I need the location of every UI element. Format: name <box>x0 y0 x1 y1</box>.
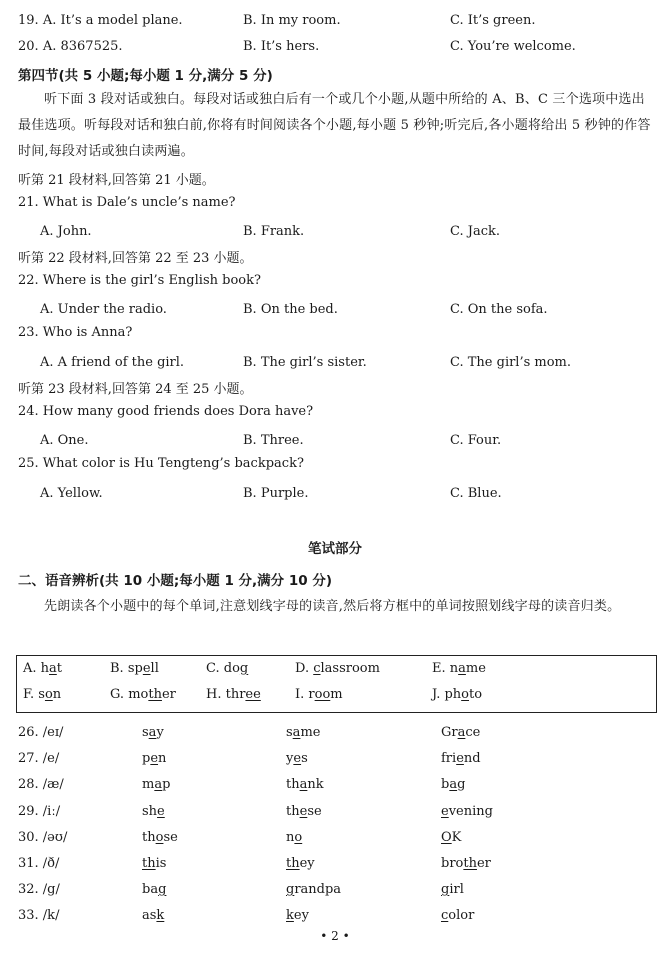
phonics-word-suffix: ey <box>293 908 309 924</box>
phonics-row <box>0 748 670 770</box>
phonics-row <box>0 879 670 901</box>
option-a: A. John. <box>40 224 92 239</box>
phonics-word-prefix: fri <box>441 751 457 767</box>
phonics-word <box>441 748 481 770</box>
phonics-word-prefix: n <box>286 829 295 845</box>
question-25-stem: 25. What color is Hu Tengteng’s backpack? <box>18 456 304 471</box>
phonics-word-underlined-letters: e <box>150 751 159 767</box>
phonics-word-underlined-letters: a <box>148 725 157 740</box>
phonics-word-prefix: bro <box>441 856 464 871</box>
phonics-word-underlined-letters: O <box>441 829 452 845</box>
option-c: C. Four. <box>450 433 502 448</box>
phonics-word <box>286 748 308 770</box>
phonics-word-prefix: b <box>441 777 450 793</box>
box-word-label: H. <box>206 687 226 702</box>
word-box <box>16 655 657 713</box>
option-a: A. One. <box>40 433 89 448</box>
option-b: B. In my room. <box>243 13 341 28</box>
phonics-word-suffix: ey <box>299 856 315 871</box>
phonics-word-suffix: K <box>451 829 462 845</box>
phonics-word-underlined-letters: e <box>157 803 165 819</box>
option-a: A. Under the radio. <box>40 302 167 317</box>
box-word-underlined-letters: th <box>148 687 162 702</box>
phonics-row <box>0 853 670 875</box>
phonics-word <box>286 722 320 744</box>
phonics-word-prefix: s <box>286 725 293 740</box>
phonics-word-suffix: p <box>162 777 171 793</box>
box-word-prefix: thr <box>225 687 246 702</box>
phonics-word-underlined-letters: e <box>299 803 308 819</box>
phonics-word <box>142 801 165 823</box>
phonics-word-underlined-letters: a <box>449 777 458 793</box>
box-word <box>110 661 159 676</box>
phonics-word-prefix: s <box>142 725 149 740</box>
phonics-word-suffix: randpa <box>294 882 342 898</box>
question-24-stem: 24. How many good friends does Dora have? <box>18 404 314 419</box>
page-number: • 2 • <box>320 929 350 943</box>
question-23-options <box>0 352 670 374</box>
box-word-suffix: me <box>465 661 486 676</box>
phonics-symbol: 29. /iː/ <box>18 803 61 819</box>
box-word-prefix: sp <box>127 661 143 676</box>
written-part-heading: 笔试部分 <box>308 541 362 557</box>
phonics-word <box>142 879 166 901</box>
option-a: A. A friend of the girl. <box>40 355 185 370</box>
phonics-word-suffix: ce <box>465 725 481 740</box>
phonics-word <box>286 774 324 796</box>
phonics-word-suffix: olor <box>448 908 475 924</box>
option-c: C. The girl’s mom. <box>450 355 572 370</box>
phonics-row <box>0 722 670 744</box>
phonics-word <box>286 905 309 927</box>
phonics-word-underlined-letters: e <box>293 751 302 767</box>
phonics-word <box>441 774 465 796</box>
phonics-word <box>286 801 322 823</box>
phonics-word-suffix: nd <box>463 751 481 767</box>
box-word <box>110 687 176 702</box>
phonics-word-prefix: as <box>142 908 157 924</box>
phonics-symbol: 30. /əʊ/ <box>18 829 68 845</box>
phonics-word <box>142 905 164 927</box>
question-22-stem: 22. Where is the girl’s English book? <box>18 273 261 288</box>
box-word-prefix: ph <box>444 687 462 702</box>
question-24-options <box>0 430 670 452</box>
box-word-label: F. <box>23 687 39 702</box>
question-25-options <box>0 483 670 505</box>
question-23-stem: 23. Who is Anna? <box>18 325 133 340</box>
box-word-suffix: ll <box>150 661 159 676</box>
option-b: B. The girl’s sister. <box>243 355 367 370</box>
phonics-word-underlined-letters: th <box>463 856 477 871</box>
option-a: 20. A. 8367525. <box>18 39 123 54</box>
box-word-label: A. <box>23 661 41 676</box>
phonics-row <box>0 905 670 927</box>
phonics-word-prefix: y <box>286 751 294 767</box>
option-c: C. Blue. <box>450 486 502 501</box>
phonics-word-prefix: p <box>142 751 151 767</box>
phonics-row <box>0 801 670 823</box>
part-2-instructions: 先朗读各个小题中的每个单词,注意划线字母的读音,然后将方框中的单词按照划线字母的读音归类。 <box>44 599 621 614</box>
phonics-word-underlined-letters: th <box>142 856 156 871</box>
phonics-word-suffix: irl <box>449 882 464 898</box>
phonics-word-underlined-letters: g <box>286 882 295 898</box>
phonics-word-underlined-letters: c <box>441 908 449 924</box>
phonics-word-underlined-letters: e <box>441 803 449 819</box>
phonics-word-prefix: sh <box>142 803 158 819</box>
phonics-word-underlined-letters: a <box>154 777 163 793</box>
phonics-word <box>142 748 166 770</box>
phonics-word-underlined-letters: g <box>441 882 450 898</box>
box-word-label: G. <box>110 687 129 702</box>
phonics-word-prefix: m <box>142 777 155 793</box>
box-word-label: C. <box>206 661 224 676</box>
phonics-word-suffix: se <box>163 829 178 845</box>
phonics-symbol: 33. /k/ <box>18 908 60 924</box>
phonics-symbol: 32. /g/ <box>18 882 60 898</box>
phonics-word <box>441 905 474 927</box>
box-word-label: I. <box>295 687 309 702</box>
box-word-prefix: n <box>449 661 459 676</box>
material-22-instruction: 听第 22 段材料,回答第 22 至 23 小题。 <box>18 251 253 266</box>
phonics-row <box>0 774 670 796</box>
phonics-word-underlined-letters: g <box>158 882 167 898</box>
option-b: B. Purple. <box>243 486 309 501</box>
box-word-underlined-letters: oo <box>314 687 331 702</box>
phonics-word-suffix: me <box>300 725 321 740</box>
box-word <box>23 687 61 702</box>
option-b: B. Three. <box>243 433 304 448</box>
phonics-word-suffix: is <box>155 856 167 871</box>
phonics-word <box>441 801 493 823</box>
phonics-row <box>0 827 670 849</box>
box-word-suffix: to <box>469 687 483 702</box>
box-word <box>206 687 261 702</box>
phonics-word-underlined-letters: o <box>294 829 303 845</box>
phonics-word-prefix: Gr <box>441 725 458 740</box>
box-word-underlined-letters: c <box>313 661 321 676</box>
phonics-word-suffix: vening <box>448 803 493 819</box>
phonics-word <box>286 879 341 901</box>
phonics-word-suffix: er <box>476 856 491 871</box>
box-word-underlined-letters: o <box>461 687 469 702</box>
box-word-prefix: mo <box>128 687 149 702</box>
box-word-label: J. <box>432 687 445 702</box>
option-b: B. It’s hers. <box>243 39 320 54</box>
box-word-prefix: r <box>308 687 315 702</box>
phonics-word-suffix: y <box>156 725 164 740</box>
box-word-label: E. <box>432 661 450 676</box>
phonics-word <box>441 722 480 744</box>
box-word-suffix: t <box>56 661 63 676</box>
box-word <box>295 661 380 676</box>
section-4-title: 第四节(共 5 小题;每小题 1 分,满分 5 分) <box>18 68 273 84</box>
box-word-label: B. <box>110 661 128 676</box>
phonics-word-suffix: n <box>158 751 167 767</box>
phonics-symbol: 27. /e/ <box>18 751 60 767</box>
phonics-word-underlined-letters: th <box>286 856 300 871</box>
section-4-instructions: 听下面 3 段对话或独白。每段对话或独白后有一个或几个小题,从题中所给的 A、B、C 三个选项中选出最佳选项。听每段对话和独白前,你将有时间阅读各个小题,每小题 5 秒钟;听完后,各小题将给出 5 秒钟的作答时间,每段对话或独白读两遍。 <box>18 92 651 159</box>
question-22-options <box>0 299 670 321</box>
phonics-word <box>142 853 166 875</box>
phonics-word-suffix: se <box>307 803 322 819</box>
question-21-stem: 21. What is Dale’s uncle’s name? <box>18 195 236 210</box>
phonics-word-underlined-letters: o <box>155 829 164 845</box>
phonics-word <box>441 879 464 901</box>
box-word-underlined-letters: ee <box>245 687 261 702</box>
box-word <box>23 661 62 676</box>
phonics-word-suffix: s <box>301 751 308 767</box>
box-word-prefix: h <box>40 661 50 676</box>
box-word-underlined-letters: a <box>49 661 57 676</box>
phonics-symbol: 28. /æ/ <box>18 777 64 793</box>
phonics-word-underlined-letters: k <box>286 908 294 924</box>
question-19 <box>0 10 670 32</box>
box-word-underlined-letters: g <box>239 661 249 676</box>
box-word-underlined-letters: o <box>44 687 53 702</box>
question-20 <box>0 36 670 58</box>
option-c: C. Jack. <box>450 224 501 239</box>
phonics-word-prefix: th <box>286 777 300 793</box>
box-word-prefix: do <box>223 661 240 676</box>
phonics-word <box>142 827 178 849</box>
option-a: A. Yellow. <box>40 486 103 501</box>
option-c: C. You’re welcome. <box>450 39 576 54</box>
option-b: B. Frank. <box>243 224 305 239</box>
box-word-underlined-letters: e <box>142 661 151 676</box>
option-b: B. On the bed. <box>243 302 338 317</box>
option-a: 19. A. It’s a model plane. <box>18 13 183 28</box>
material-23-instruction: 听第 23 段材料,回答第 24 至 25 小题。 <box>18 382 253 397</box>
phonics-word-underlined-letters: a <box>292 725 301 740</box>
question-21-options <box>0 221 670 243</box>
phonics-word <box>142 774 170 796</box>
phonics-word-prefix: ba <box>142 882 159 898</box>
phonics-symbol: 31. /ð/ <box>18 856 60 871</box>
phonics-word <box>441 853 491 875</box>
phonics-word-suffix: g <box>457 777 466 793</box>
box-word <box>432 687 482 702</box>
phonics-word <box>441 827 461 849</box>
box-word-suffix: m <box>330 687 343 702</box>
box-word-suffix: er <box>161 687 176 702</box>
box-word-label: D. <box>295 661 314 676</box>
phonics-symbol: 26. /eɪ/ <box>18 725 64 740</box>
option-c: C. It’s green. <box>450 13 536 28</box>
box-word-underlined-letters: a <box>458 661 466 676</box>
phonics-word <box>286 853 315 875</box>
phonics-word-underlined-letters: a <box>299 777 308 793</box>
phonics-word-prefix: th <box>286 803 300 819</box>
phonics-word-underlined-letters: a <box>457 725 466 740</box>
box-word <box>432 661 486 676</box>
box-word-suffix: lassroom <box>320 661 380 676</box>
phonics-word-underlined-letters: k <box>156 908 165 924</box>
box-word <box>206 661 248 676</box>
material-21-instruction: 听第 21 段材料,回答第 21 小题。 <box>18 173 215 188</box>
box-word-prefix: s <box>38 687 45 702</box>
box-word-suffix: n <box>52 687 62 702</box>
phonics-word-underlined-letters: e <box>456 751 464 767</box>
phonics-word <box>142 722 164 744</box>
phonics-word-prefix: th <box>142 829 156 845</box>
phonics-word <box>286 827 302 849</box>
part-2-title: 二、语音辨析(共 10 小题;每小题 1 分,满分 10 分) <box>18 573 333 589</box>
phonics-word-suffix: nk <box>307 777 324 793</box>
box-word <box>295 687 343 702</box>
option-c: C. On the sofa. <box>450 302 548 317</box>
